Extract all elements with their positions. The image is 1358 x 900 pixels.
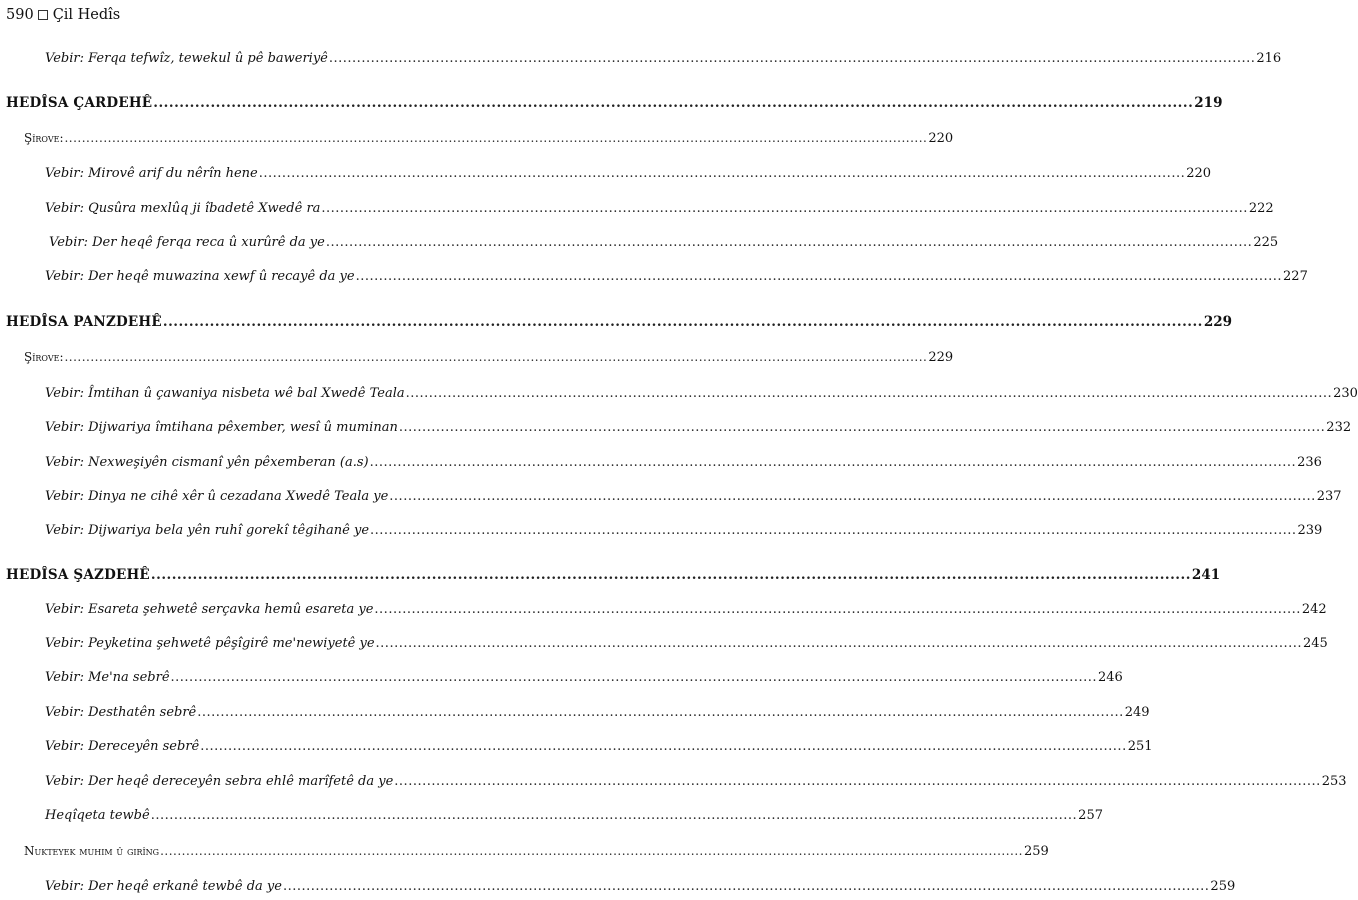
square-separator-icon bbox=[38, 10, 48, 20]
toc-entry-page: 227 bbox=[1283, 269, 1308, 284]
toc-section-title: HEDÎSA ŞAZDEHÊ bbox=[6, 567, 150, 583]
toc-entry-title: Vebir: Nexweşiyên cismanî yên pêxemberan (a.s) bbox=[45, 455, 369, 470]
toc-entry-title: Vebir: Îmtihan û çawaniya nisbeta wê bal Xwedê Teala bbox=[45, 386, 405, 401]
toc-entry-page: 232 bbox=[1326, 420, 1352, 435]
toc-entry-page: 257 bbox=[1078, 808, 1103, 823]
toc-section[interactable] bbox=[6, 94, 1223, 112]
toc-section[interactable] bbox=[6, 566, 1221, 584]
toc-entry[interactable] bbox=[49, 234, 1279, 252]
dot-leader: ........................................................................................................................................................................................................ bbox=[197, 705, 1124, 720]
dot-leader: ........................................................................................................................................................................................................ bbox=[170, 670, 1097, 685]
header-title: Çil Hedîs bbox=[52, 7, 121, 23]
dot-leader: ........................................................................................................................................................................................................ bbox=[369, 455, 1297, 470]
toc-section-page: 219 bbox=[1194, 95, 1223, 111]
dot-leader: ........................................................................................................................................................................................................ bbox=[153, 95, 1194, 111]
toc-subhead-title: Nukteyek muhim û girîng bbox=[24, 844, 160, 858]
toc-entry[interactable] bbox=[45, 704, 1150, 722]
toc-subhead[interactable] bbox=[24, 842, 1049, 861]
toc-entry-page: 236 bbox=[1297, 455, 1322, 470]
dot-leader: ........................................................................................................................................................................................................ bbox=[398, 420, 1326, 435]
dot-leader: ........................................................................................................................................................................................................ bbox=[389, 489, 1316, 504]
dot-leader: ........................................................................................................................................................................................................ bbox=[64, 350, 928, 364]
toc-entry-page: 245 bbox=[1303, 636, 1328, 651]
dot-leader: ........................................................................................................................................................................................................ bbox=[321, 201, 1248, 216]
toc-entry[interactable] bbox=[45, 385, 1358, 403]
toc-entry-page: 242 bbox=[1301, 602, 1327, 617]
toc-entry-title: Vebir: Esareta şehwetê serçavka hemû esareta ye bbox=[45, 602, 374, 617]
toc-entry-page: 239 bbox=[1297, 523, 1323, 538]
toc-entry[interactable] bbox=[45, 601, 1327, 619]
toc-entry-page: 246 bbox=[1098, 670, 1123, 685]
toc-entry-title: Vebir: Mirovê arif du nêrîn hene bbox=[45, 166, 258, 181]
toc-entry-page: 216 bbox=[1256, 51, 1282, 66]
toc-section-title: HEDÎSA PANZDEHÊ bbox=[6, 314, 162, 330]
toc-entry-page: 222 bbox=[1248, 201, 1274, 216]
toc-subhead[interactable] bbox=[24, 348, 954, 367]
dot-leader: ........................................................................................................................................................................................................ bbox=[160, 844, 1023, 858]
toc-entry-title: Vebir: Der heqê dereceyên sebra ehlê marîfetê da ye bbox=[45, 774, 394, 789]
toc-section-title: HEDÎSA ÇARDEHÊ bbox=[6, 95, 153, 111]
toc-entry-title: Vebir: Desthatên sebrê bbox=[45, 705, 197, 720]
toc-entry-title: Vebir: Dinya ne cihê xêr û cezadana Xwedê Teala ye bbox=[45, 489, 389, 504]
toc-entry-title: Vebir: Der heqê muwazina xewf û recayê da ye bbox=[45, 269, 355, 284]
toc-entry[interactable] bbox=[45, 200, 1274, 218]
toc-entry[interactable] bbox=[45, 635, 1328, 653]
toc-entry-title: Heqîqeta tewbê bbox=[45, 808, 150, 823]
toc-entry-title: Vebir: Dereceyên sebrê bbox=[45, 739, 200, 754]
toc-entry[interactable] bbox=[45, 454, 1322, 472]
dot-leader: ........................................................................................................................................................................................................ bbox=[64, 131, 928, 145]
dot-leader: ........................................................................................................................................................................................................ bbox=[258, 166, 1186, 181]
running-header bbox=[6, 7, 120, 23]
toc-section-page: 229 bbox=[1203, 314, 1233, 330]
dot-leader: ........................................................................................................................................................................................................ bbox=[282, 879, 1210, 894]
toc-entry-page: 237 bbox=[1316, 489, 1342, 504]
dot-leader: ........................................................................................................................................................................................................ bbox=[394, 774, 1321, 789]
toc-entry-page: 251 bbox=[1127, 739, 1153, 754]
toc-entry[interactable] bbox=[45, 165, 1212, 183]
dot-leader: ........................................................................................................................................................................................................ bbox=[325, 235, 1253, 250]
toc-subhead-page: 229 bbox=[928, 350, 954, 365]
toc-entry-title: Vebir: Dijwariya bela yên ruhî gorekî têgihanê ye bbox=[45, 523, 370, 538]
toc-entry-page: 230 bbox=[1333, 386, 1358, 401]
dot-leader: ........................................................................................................................................................................................................ bbox=[355, 269, 1283, 284]
dot-leader: ........................................................................................................................................................................................................ bbox=[328, 51, 1256, 66]
toc-subhead[interactable] bbox=[24, 129, 954, 148]
header-page-number: 590 bbox=[6, 7, 34, 23]
toc-entry[interactable] bbox=[45, 488, 1342, 506]
dot-leader: ........................................................................................................................................................................................................ bbox=[150, 567, 1191, 583]
toc-entry-title: Vebir: Der heqê erkanê tewbê da ye bbox=[45, 879, 282, 894]
toc-entry[interactable] bbox=[45, 268, 1308, 286]
toc-entry[interactable] bbox=[45, 419, 1352, 437]
toc-subhead-title: Şîrove: bbox=[24, 131, 64, 145]
dot-leader: ........................................................................................................................................................................................................ bbox=[370, 523, 1297, 538]
dot-leader: ........................................................................................................................................................................................................ bbox=[200, 739, 1127, 754]
toc-entry[interactable] bbox=[45, 50, 1282, 68]
toc-subhead-title: Şîrove: bbox=[24, 350, 64, 364]
toc-entry[interactable] bbox=[45, 807, 1103, 825]
dot-leader: ........................................................................................................................................................................................................ bbox=[374, 602, 1301, 617]
toc-entry[interactable] bbox=[45, 773, 1347, 791]
toc-section[interactable] bbox=[6, 313, 1233, 331]
toc-entry-title: Vebir: Ferqa tefwîz, tewekul û pê baweriyê bbox=[45, 51, 328, 66]
toc-entry-title: Vebir: Qusûra mexlûq ji îbadetê Xwedê ra bbox=[45, 201, 321, 216]
toc-entry-page: 259 bbox=[1210, 879, 1236, 894]
toc-subhead-page: 220 bbox=[928, 131, 954, 146]
toc-entry-title: Vebir: Peyketina şehwetê pêşîgirê me'newiyetê ye bbox=[45, 636, 375, 651]
toc-section-page: 241 bbox=[1191, 567, 1221, 583]
toc-entry-title: Vebir: Dijwariya îmtihana pêxember, wesî û muminan bbox=[45, 420, 398, 435]
toc-entry[interactable] bbox=[45, 878, 1236, 896]
toc-entry-page: 220 bbox=[1186, 166, 1212, 181]
toc-entry-title: Vebir: Me'na sebrê bbox=[45, 670, 170, 685]
dot-leader: ........................................................................................................................................................................................................ bbox=[162, 314, 1203, 330]
toc-entry-title: Vebir: Der heqê ferqa reca û xurûrê da ye bbox=[49, 235, 325, 250]
toc-entry-page: 225 bbox=[1253, 235, 1279, 250]
toc-entry-page: 249 bbox=[1124, 705, 1150, 720]
toc-entry[interactable] bbox=[45, 522, 1323, 540]
dot-leader: ........................................................................................................................................................................................................ bbox=[405, 386, 1333, 401]
toc-subhead-page: 259 bbox=[1023, 844, 1049, 859]
dot-leader: ........................................................................................................................................................................................................ bbox=[375, 636, 1303, 651]
toc-entry-page: 253 bbox=[1321, 774, 1347, 789]
dot-leader: ........................................................................................................................................................................................................ bbox=[150, 808, 1078, 823]
toc-entry[interactable] bbox=[45, 738, 1153, 756]
toc-entry[interactable] bbox=[45, 669, 1123, 687]
